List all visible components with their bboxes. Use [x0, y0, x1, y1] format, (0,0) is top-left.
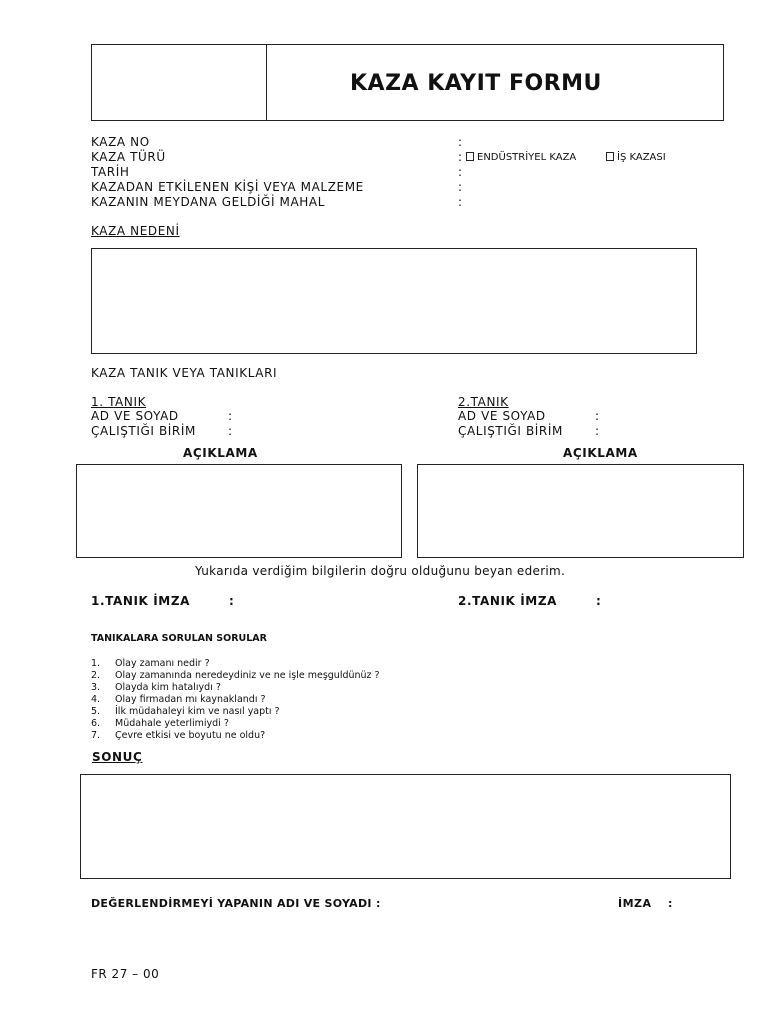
witness-1-name-label: AD VE SOYAD: [91, 409, 179, 423]
field-label: KAZA NO: [91, 135, 150, 149]
list-item: [91, 706, 280, 718]
option-is-kazasi[interactable]: [604, 152, 666, 163]
list-item: [91, 670, 380, 682]
field-label: KAZANIN MEYDANA GELDİĞİ MAHAL: [91, 195, 325, 209]
field-label: KAZA TÜRÜ: [91, 150, 166, 164]
header-box: [91, 44, 724, 121]
list-item: [91, 694, 266, 706]
field-separator: :: [458, 150, 463, 164]
evaluator-signature-label: İMZA: [618, 897, 652, 910]
option-endustriyel-kaza[interactable]: [464, 152, 576, 163]
kaza-nedeni-label: KAZA NEDENİ: [91, 224, 180, 238]
witness-1-desc-box[interactable]: [76, 464, 402, 558]
item-number: 6.: [91, 718, 101, 729]
item-text: Olay zamanında neredeydiniz ve ne işle meşguldünüz ?: [115, 670, 380, 681]
item-text: Olay firmadan mı kaynaklandı ?: [115, 694, 266, 705]
list-item: [91, 718, 229, 730]
item-number: 4.: [91, 694, 101, 705]
sonuc-box[interactable]: [80, 774, 731, 879]
field-label: TARİH: [91, 165, 130, 179]
witness-2-signature-sep: :: [596, 594, 602, 608]
item-number: 2.: [91, 670, 101, 681]
item-number: 7.: [91, 730, 101, 741]
item-number: 3.: [91, 682, 101, 693]
kaza-nedeni-box[interactable]: [91, 248, 697, 354]
checkbox[interactable]: [466, 152, 474, 161]
option-label: İŞ KAZASI: [617, 152, 666, 163]
witness-2-title: 2.TANIK: [458, 395, 509, 409]
witness-2-name-sep: :: [595, 409, 600, 423]
checkbox[interactable]: [606, 152, 614, 161]
questions-heading: TANIKALARA SORULAN SORULAR: [91, 633, 267, 644]
sonuc-label: SONUÇ: [92, 750, 143, 764]
item-text: Çevre etkisi ve boyutu ne oldu?: [115, 730, 266, 741]
witness-1-name-sep: :: [228, 409, 233, 423]
witness-2-name-label: AD VE SOYAD: [458, 409, 546, 423]
witness-1-signature-sep: :: [229, 594, 235, 608]
witnesses-heading: KAZA TANIK VEYA TANIKLARI: [91, 366, 278, 380]
witness-2-desc-box[interactable]: [417, 464, 744, 558]
list-item: [91, 658, 210, 670]
witness-1-desc-label: AÇIKLAMA: [183, 446, 258, 460]
item-text: Müdahale yeterlimiydi ?: [115, 718, 229, 729]
item-number: 5.: [91, 706, 101, 717]
list-item: [91, 682, 221, 694]
item-number: 1.: [91, 658, 101, 669]
form-code: FR 27 – 00: [91, 967, 160, 981]
form-title: KAZA KAYIT FORMU: [350, 71, 602, 96]
field-label: KAZADAN ETKİLENEN KİŞİ VEYA MALZEME: [91, 180, 364, 194]
witness-1-unit-sep: :: [228, 424, 233, 438]
evaluator-signature-sep: :: [668, 897, 673, 910]
witness-2-desc-label: AÇIKLAMA: [563, 446, 638, 460]
item-text: Olay zamanı nedir ?: [115, 658, 210, 669]
declaration-text: Yukarıda verdiğim bilgilerin doğru olduğunu beyan ederim.: [195, 564, 566, 578]
option-label: ENDÜSTRİYEL KAZA: [477, 152, 577, 163]
witness-1-title: 1. TANIK: [91, 395, 147, 409]
field-separator: :: [458, 135, 463, 149]
witness-1-unit-label: ÇALIŞTIĞI BİRİM: [91, 424, 196, 438]
field-separator: :: [458, 165, 463, 179]
field-separator: :: [458, 195, 463, 209]
witness-2-signature-label: 2.TANIK İMZA: [458, 594, 558, 608]
item-text: Olayda kim hatalıydı ?: [115, 682, 221, 693]
logo-cell: [92, 45, 267, 120]
witness-2-unit-sep: :: [595, 424, 600, 438]
witness-1-signature-label: 1.TANIK İMZA: [91, 594, 191, 608]
witness-2-unit-label: ÇALIŞTIĞI BİRİM: [458, 424, 563, 438]
item-text: İlk müdahaleyi kim ve nasıl yaptı ?: [115, 706, 280, 717]
evaluator-name-label: DEĞERLENDİRMEYİ YAPANIN ADI VE SOYADI :: [91, 897, 381, 910]
list-item: [91, 730, 266, 742]
field-separator: :: [458, 180, 463, 194]
